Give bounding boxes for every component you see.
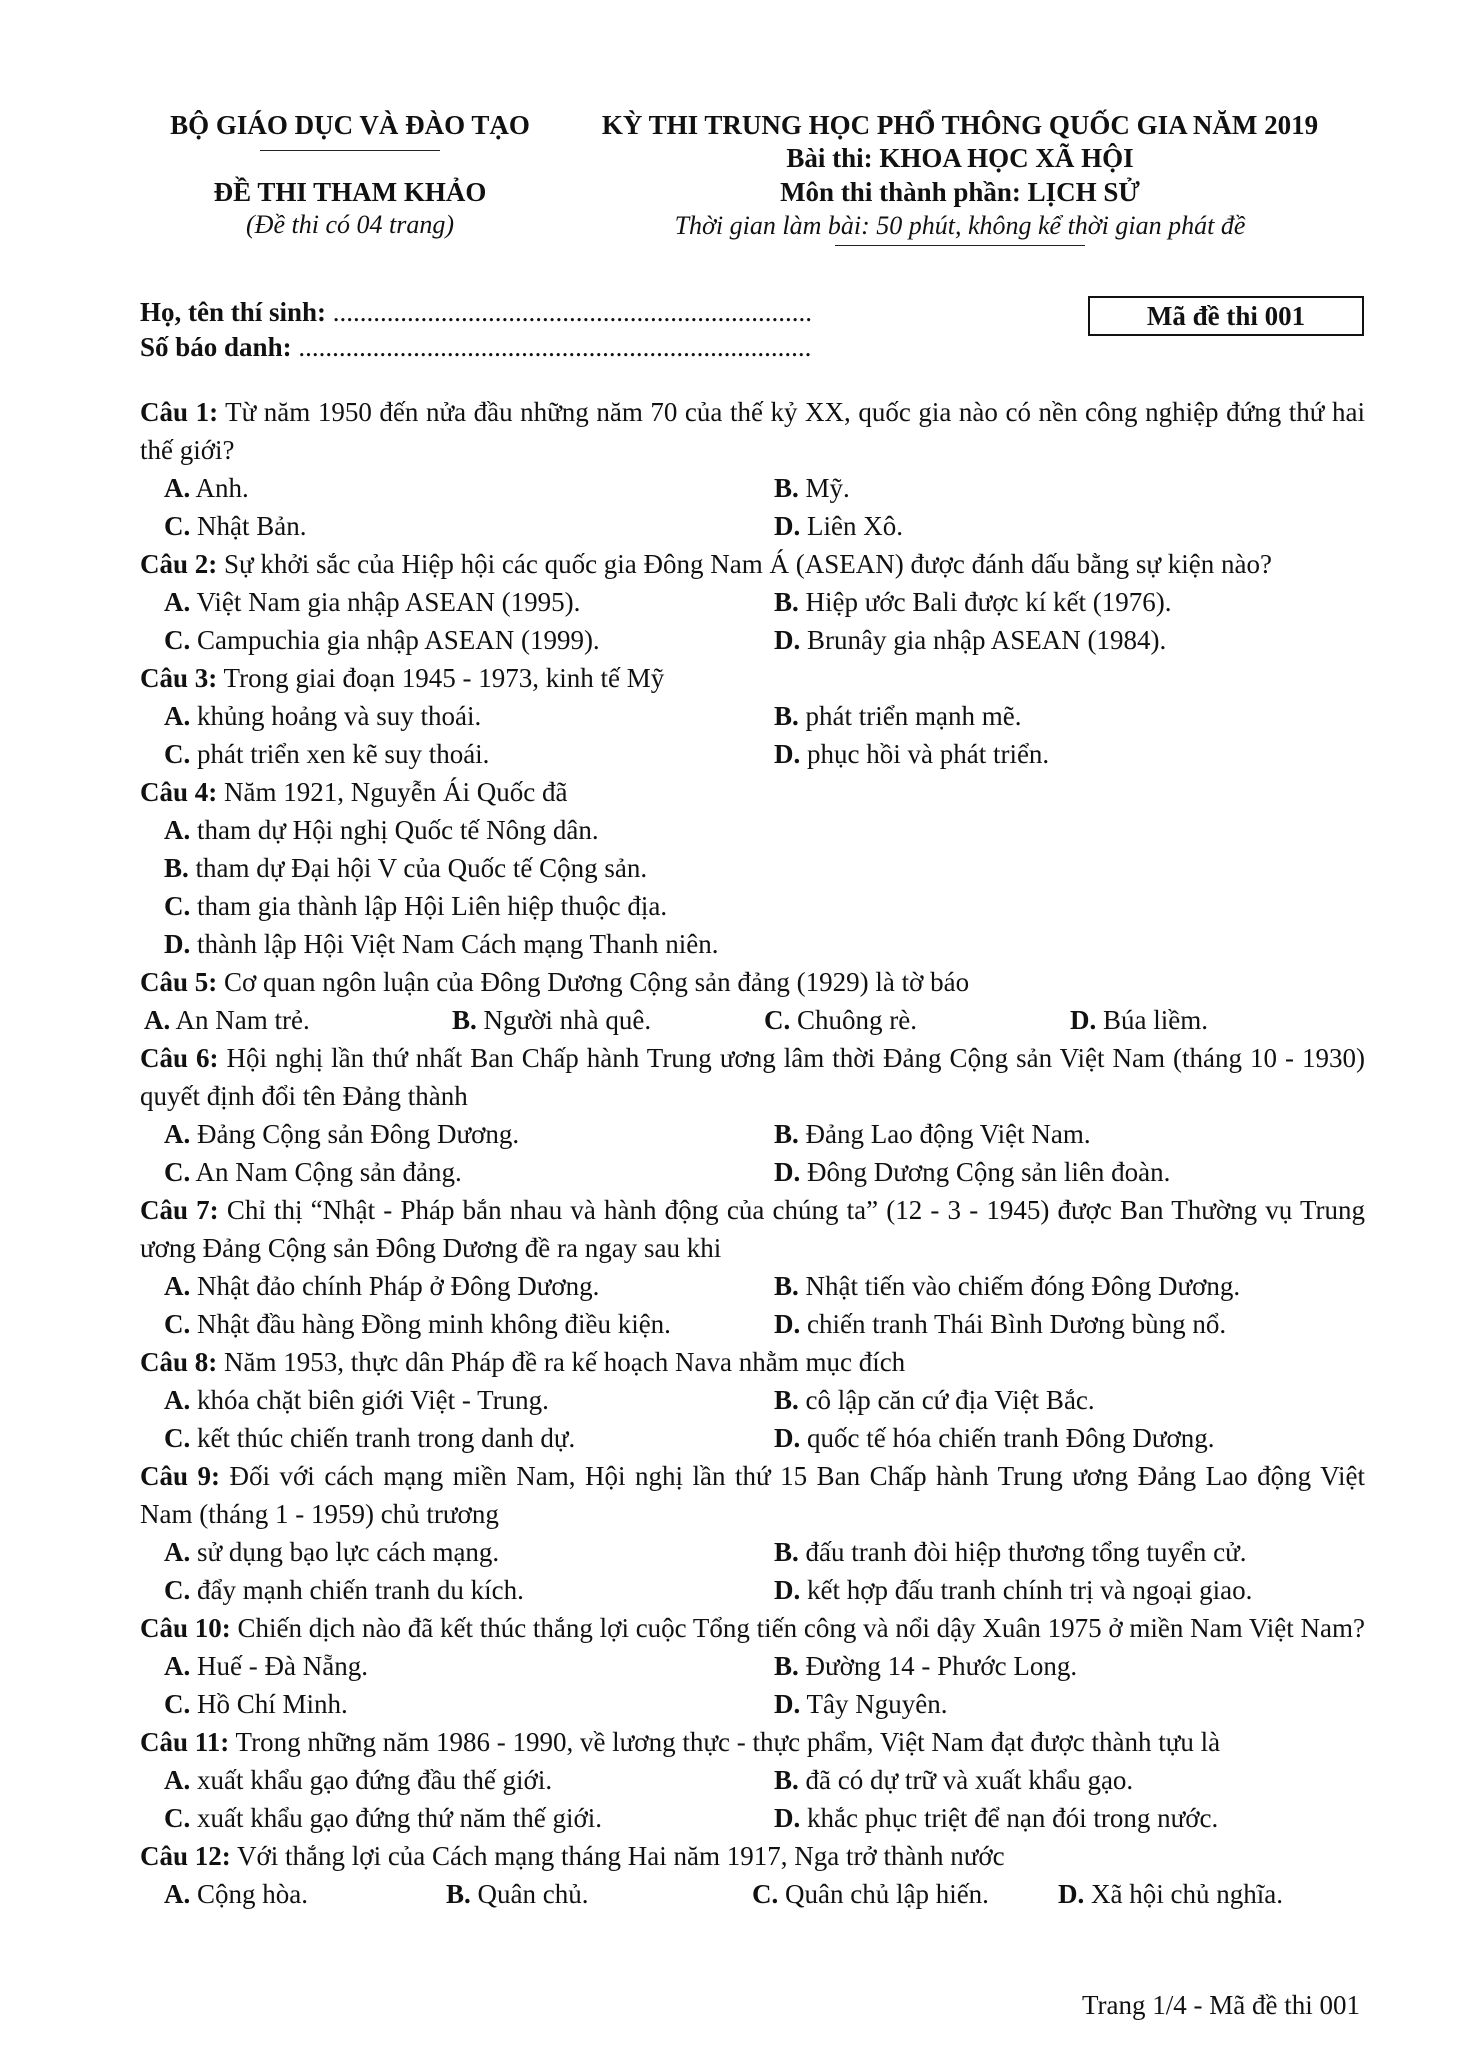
option-letter: A.	[164, 1119, 191, 1149]
option-text: Hiệp ước Bali được kí kết (1976).	[798, 587, 1172, 617]
answer-option	[750, 507, 1360, 545]
exam-title: KỲ THI TRUNG HỌC PHỔ THÔNG QUỐC GIA NĂM 2019	[601, 110, 1319, 140]
option-text: Mỹ.	[798, 473, 850, 503]
question	[140, 1457, 1365, 1609]
option-text: Brunây gia nhập ASEAN (1984).	[800, 625, 1167, 655]
answer-option	[140, 1153, 750, 1191]
question	[140, 1723, 1365, 1837]
option-row	[140, 1647, 1365, 1685]
option-letter: C.	[164, 739, 191, 769]
option-letter: A.	[164, 815, 191, 845]
option-letter: D.	[774, 625, 801, 655]
option-letter: A.	[164, 587, 191, 617]
option-letter: C.	[764, 1005, 791, 1035]
answer-option	[750, 1153, 1360, 1191]
option-row	[140, 849, 1365, 887]
question-label: Câu 5:	[140, 967, 218, 997]
question-label: Câu 7:	[140, 1195, 219, 1225]
option-letter: D.	[1058, 1879, 1085, 1909]
option-text: phát triển mạnh mẽ.	[798, 701, 1022, 731]
option-letter: A.	[164, 1271, 191, 1301]
option-text: đấu tranh đòi hiệp thương tổng tuyển cử.	[798, 1537, 1247, 1567]
option-letter: A.	[164, 1385, 191, 1415]
option-row	[140, 811, 1365, 849]
answer-option	[750, 1761, 1360, 1799]
option-text: Đảng Lao động Việt Nam.	[798, 1119, 1091, 1149]
question	[140, 963, 1365, 1039]
question-stem	[140, 963, 1365, 1001]
option-letter: D.	[774, 511, 801, 541]
option-row	[140, 735, 1365, 773]
question-stem	[140, 1609, 1365, 1647]
option-text: Nhật đảo chính Pháp ở Đông Dương.	[190, 1271, 600, 1301]
option-letter: B.	[452, 1005, 477, 1035]
option-row	[140, 1001, 1365, 1039]
option-text: cô lập căn cứ địa Việt Bắc.	[798, 1385, 1095, 1415]
option-letter: C.	[752, 1879, 779, 1909]
option-text: Huế - Đà Nẵng.	[190, 1651, 368, 1681]
answer-option	[750, 1267, 1360, 1305]
answer-option	[452, 1001, 764, 1039]
question	[140, 1343, 1365, 1457]
exam-code-box: Mã đề thi 001	[1088, 296, 1364, 336]
answer-option	[1070, 1001, 1270, 1039]
answer-option	[1058, 1875, 1364, 1913]
question-stem	[140, 773, 1365, 811]
option-text: xuất khẩu gạo đứng thứ năm thế giới.	[190, 1803, 602, 1833]
option-text: kết thúc chiến tranh trong danh dự.	[190, 1423, 576, 1453]
answer-option	[750, 1381, 1360, 1419]
answer-option	[140, 849, 1365, 887]
candidate-sbd-label: Số báo danh:	[140, 332, 292, 362]
answer-option	[140, 735, 750, 773]
question-stem	[140, 545, 1365, 583]
option-row	[140, 887, 1365, 925]
option-text: An Nam trẻ.	[170, 1005, 310, 1035]
question-label: Câu 10:	[140, 1613, 231, 1643]
question-text: Từ năm 1950 đến nửa đầu những năm 70 của thế kỷ XX, quốc gia nào có nền công nghiệp đứng thứ hai thế giới?	[140, 397, 1365, 465]
question-label: Câu 11:	[140, 1727, 230, 1757]
answer-option	[140, 925, 1365, 963]
option-row	[140, 1115, 1365, 1153]
subject-line: Môn thi thành phần: LỊCH SỬ	[780, 177, 1140, 207]
time-note: Thời gian làm bài: 50 phút, không kể thời gian phát đề	[674, 211, 1246, 240]
option-row	[140, 1153, 1365, 1191]
option-text: Người nhà quê.	[476, 1005, 652, 1035]
option-text: Tây Nguyên.	[800, 1689, 948, 1719]
question-text: Chiến dịch nào đã kết thúc thắng lợi cuộc Tổng tiến công và nổi dậy Xuân 1975 ở miền Nam Việt Nam?	[230, 1613, 1365, 1643]
answer-option	[140, 1875, 446, 1913]
question-label: Câu 9:	[140, 1461, 221, 1491]
option-letter: B.	[774, 1765, 799, 1795]
option-text: đã có dự trữ và xuất khẩu gạo.	[798, 1765, 1134, 1795]
option-text: An Nam Cộng sản đảng.	[190, 1157, 462, 1187]
question	[140, 393, 1365, 545]
option-text: thành lập Hội Việt Nam Cách mạng Thanh niên.	[190, 929, 719, 959]
option-text: Campuchia gia nhập ASEAN (1999).	[190, 625, 600, 655]
candidate-name-line	[140, 295, 812, 330]
question	[140, 1837, 1365, 1913]
answer-option	[140, 621, 750, 659]
option-letter: C.	[164, 1423, 191, 1453]
option-row	[140, 1267, 1365, 1305]
question-label: Câu 8:	[140, 1347, 218, 1377]
question-label: Câu 2:	[140, 549, 218, 579]
option-text: Quân chủ.	[470, 1879, 589, 1909]
option-text: đẩy mạnh chiến tranh du kích.	[190, 1575, 524, 1605]
answer-option	[140, 887, 1365, 925]
candidate-name-label: Họ, tên thí sinh:	[140, 297, 327, 327]
answer-option	[750, 1533, 1360, 1571]
option-text: khắc phục triệt để nạn đói trong nước.	[800, 1803, 1219, 1833]
answer-option	[140, 1381, 750, 1419]
option-letter: D.	[774, 739, 801, 769]
option-letter: C.	[164, 1803, 191, 1833]
option-text: kết hợp đấu tranh chính trị và ngoại giao.	[800, 1575, 1253, 1605]
option-letter: B.	[774, 473, 799, 503]
question	[140, 1191, 1365, 1343]
answer-option	[140, 1533, 750, 1571]
option-letter: B.	[774, 1271, 799, 1301]
question	[140, 1609, 1365, 1723]
answer-option	[750, 697, 1360, 735]
option-row	[140, 1419, 1365, 1457]
option-letter: D.	[774, 1803, 801, 1833]
candidate-name-field: .......................................................................	[326, 297, 813, 327]
option-letter: B.	[774, 1537, 799, 1567]
option-row	[140, 1761, 1365, 1799]
candidate-sbd-field: ............................................................................	[291, 332, 812, 362]
question	[140, 545, 1365, 659]
question-label: Câu 4:	[140, 777, 218, 807]
question-label: Câu 1:	[140, 397, 219, 427]
answer-option	[764, 1001, 1070, 1039]
option-row	[140, 1571, 1365, 1609]
answer-option	[750, 735, 1360, 773]
option-row	[140, 1875, 1365, 1913]
question-text: Với thắng lợi của Cách mạng tháng Hai năm 1917, Nga trở thành nước	[230, 1841, 1005, 1871]
option-text: quốc tế hóa chiến tranh Đông Dương.	[800, 1423, 1215, 1453]
option-text: Nhật đầu hàng Đồng minh không điều kiện.	[190, 1309, 671, 1339]
answer-option	[750, 621, 1360, 659]
option-text: Anh.	[190, 473, 249, 503]
answer-option	[140, 1001, 452, 1039]
question-text: Cơ quan ngôn luận của Đông Dương Cộng sản đảng (1929) là tờ báo	[217, 967, 970, 997]
answer-option	[140, 469, 750, 507]
option-text: Búa liềm.	[1096, 1005, 1208, 1035]
option-letter: B.	[774, 1385, 799, 1415]
question-stem	[140, 1457, 1365, 1533]
question-text: Năm 1921, Nguyễn Ái Quốc đã	[217, 777, 568, 807]
question-stem	[140, 393, 1365, 469]
option-text: Việt Nam gia nhập ASEAN (1995).	[190, 587, 581, 617]
option-row	[140, 507, 1365, 545]
option-text: chiến tranh Thái Bình Dương bùng nổ.	[800, 1309, 1227, 1339]
answer-option	[750, 1571, 1360, 1609]
option-text: phục hồi và phát triển.	[800, 739, 1050, 769]
option-letter: B.	[164, 853, 189, 883]
option-letter: A.	[144, 1005, 171, 1035]
answer-option	[140, 697, 750, 735]
option-text: Đường 14 - Phước Long.	[798, 1651, 1078, 1681]
option-row	[140, 697, 1365, 735]
header-right	[560, 110, 1360, 246]
option-row	[140, 1799, 1365, 1837]
option-letter: A.	[164, 701, 191, 731]
option-letter: D.	[774, 1575, 801, 1605]
option-row	[140, 1305, 1365, 1343]
option-text: Quân chủ lập hiến.	[778, 1879, 989, 1909]
option-letter: A.	[164, 1879, 191, 1909]
question-text: Chỉ thị “Nhật - Pháp bắn nhau và hành động của chúng ta” (12 - 3 - 1945) được Ban Thường vụ Trung ương Đảng Cộng sản Đông Dương đề ra ngay sau khi	[140, 1195, 1365, 1263]
option-letter: B.	[774, 1651, 799, 1681]
answer-option	[140, 1761, 750, 1799]
answer-option	[140, 583, 750, 621]
option-letter: A.	[164, 473, 191, 503]
question-stem	[140, 659, 1365, 697]
option-text: Đông Dương Cộng sản liên đoàn.	[800, 1157, 1171, 1187]
option-letter: C.	[164, 891, 191, 921]
question-stem	[140, 1343, 1365, 1381]
option-row	[140, 1685, 1365, 1723]
question-text: Sự khởi sắc của Hiệp hội các quốc gia Đông Nam Á (ASEAN) được đánh dấu bằng sự kiện nào?	[217, 549, 1272, 579]
answer-option	[750, 1305, 1360, 1343]
question-text: Trong những năm 1986 - 1990, về lương thực - thực phẩm, Việt Nam đạt được thành tựu là	[229, 1727, 1221, 1757]
answer-option	[140, 1267, 750, 1305]
answer-option	[140, 811, 1365, 849]
option-text: Nhật Bản.	[190, 511, 307, 541]
divider	[835, 245, 1085, 246]
option-text: tham dự Hội nghị Quốc tế Nông dân.	[190, 815, 599, 845]
answer-option	[140, 1419, 750, 1457]
reference-exam-title: ĐỀ THI THAM KHẢO	[213, 177, 487, 207]
option-letter: C.	[164, 1689, 191, 1719]
option-text: sử dụng bạo lực cách mạng.	[190, 1537, 500, 1567]
answer-option	[140, 507, 750, 545]
option-row	[140, 583, 1365, 621]
question-stem	[140, 1723, 1365, 1761]
option-text: Xã hội chủ nghĩa.	[1084, 1879, 1283, 1909]
header-left	[140, 110, 560, 240]
ministry-name: BỘ GIÁO DỤC VÀ ĐÀO TẠO	[170, 110, 530, 140]
answer-option	[750, 469, 1360, 507]
option-text: Nhật tiến vào chiếm đóng Đông Dương.	[798, 1271, 1241, 1301]
option-row	[140, 1533, 1365, 1571]
answer-option	[750, 1115, 1360, 1153]
option-letter: D.	[1070, 1005, 1097, 1035]
question-stem	[140, 1837, 1365, 1875]
question-text: Trong giai đoạn 1945 - 1973, kinh tế Mỹ	[217, 663, 665, 693]
answer-option	[750, 1419, 1360, 1457]
option-row	[140, 469, 1365, 507]
answer-option	[750, 1685, 1360, 1723]
answer-option	[750, 1799, 1360, 1837]
option-text: Liên Xô.	[800, 511, 903, 541]
candidate-sbd-line	[140, 330, 812, 365]
option-letter: C.	[164, 511, 191, 541]
divider	[260, 150, 440, 151]
answer-option	[140, 1571, 750, 1609]
question-stem	[140, 1039, 1365, 1115]
option-text: Cộng hòa.	[190, 1879, 308, 1909]
test-line: Bài thi: KHOA HỌC XÃ HỘI	[786, 143, 1134, 173]
option-letter: C.	[164, 1309, 191, 1339]
answer-option	[140, 1647, 750, 1685]
option-letter: D.	[774, 1423, 801, 1453]
option-letter: D.	[164, 929, 191, 959]
option-text: tham gia thành lập Hội Liên hiệp thuộc địa.	[190, 891, 668, 921]
option-letter: C.	[164, 1157, 191, 1187]
answer-option	[750, 583, 1360, 621]
question-label: Câu 12:	[140, 1841, 231, 1871]
option-text: phát triển xen kẽ suy thoái.	[190, 739, 490, 769]
option-text: Đảng Cộng sản Đông Dương.	[190, 1119, 520, 1149]
answer-option	[750, 1647, 1360, 1685]
option-row	[140, 925, 1365, 963]
answer-option	[446, 1875, 752, 1913]
question-text: Hội nghị lần thứ nhất Ban Chấp hành Trung ương lâm thời Đảng Cộng sản Việt Nam (tháng 10 - 1930) quyết định đổi tên Đảng thành	[140, 1043, 1365, 1111]
option-row	[140, 1381, 1365, 1419]
question-label: Câu 6:	[140, 1043, 219, 1073]
candidate-info	[140, 295, 812, 365]
question	[140, 773, 1365, 963]
option-text: Chuông rè.	[790, 1005, 917, 1035]
answer-option	[140, 1799, 750, 1837]
option-letter: C.	[164, 1575, 191, 1605]
option-letter: B.	[774, 1119, 799, 1149]
option-letter: B.	[774, 701, 799, 731]
option-letter: B.	[774, 587, 799, 617]
option-text: Hồ Chí Minh.	[190, 1689, 348, 1719]
option-letter: D.	[774, 1309, 801, 1339]
answer-option	[140, 1685, 750, 1723]
option-text: khủng hoảng và suy thoái.	[190, 701, 482, 731]
answer-option	[752, 1875, 1058, 1913]
pages-note: (Đề thi có 04 trang)	[246, 210, 454, 239]
option-letter: A.	[164, 1651, 191, 1681]
option-text: tham dự Đại hội V của Quốc tế Cộng sản.	[188, 853, 648, 883]
question-label: Câu 3:	[140, 663, 218, 693]
question-text: Đối với cách mạng miền Nam, Hội nghị lần thứ 15 Ban Chấp hành Trung ương Đảng Lao động Việt Nam (tháng 1 - 1959) chủ trương	[140, 1461, 1365, 1529]
option-letter: A.	[164, 1765, 191, 1795]
option-text: xuất khẩu gạo đứng đầu thế giới.	[190, 1765, 553, 1795]
option-letter: D.	[774, 1689, 801, 1719]
answer-option	[140, 1305, 750, 1343]
question	[140, 659, 1365, 773]
option-letter: A.	[164, 1537, 191, 1567]
question-stem	[140, 1191, 1365, 1267]
question	[140, 1039, 1365, 1191]
option-row	[140, 621, 1365, 659]
answer-option	[140, 1115, 750, 1153]
question-list	[140, 393, 1365, 1913]
page-footer: Trang 1/4 - Mã đề thi 001	[1082, 1990, 1360, 2020]
question-text: Năm 1953, thực dân Pháp đề ra kế hoạch Nava nhằm mục đích	[217, 1347, 906, 1377]
option-letter: C.	[164, 625, 191, 655]
option-letter: B.	[446, 1879, 471, 1909]
option-letter: D.	[774, 1157, 801, 1187]
option-text: khóa chặt biên giới Việt - Trung.	[190, 1385, 549, 1415]
